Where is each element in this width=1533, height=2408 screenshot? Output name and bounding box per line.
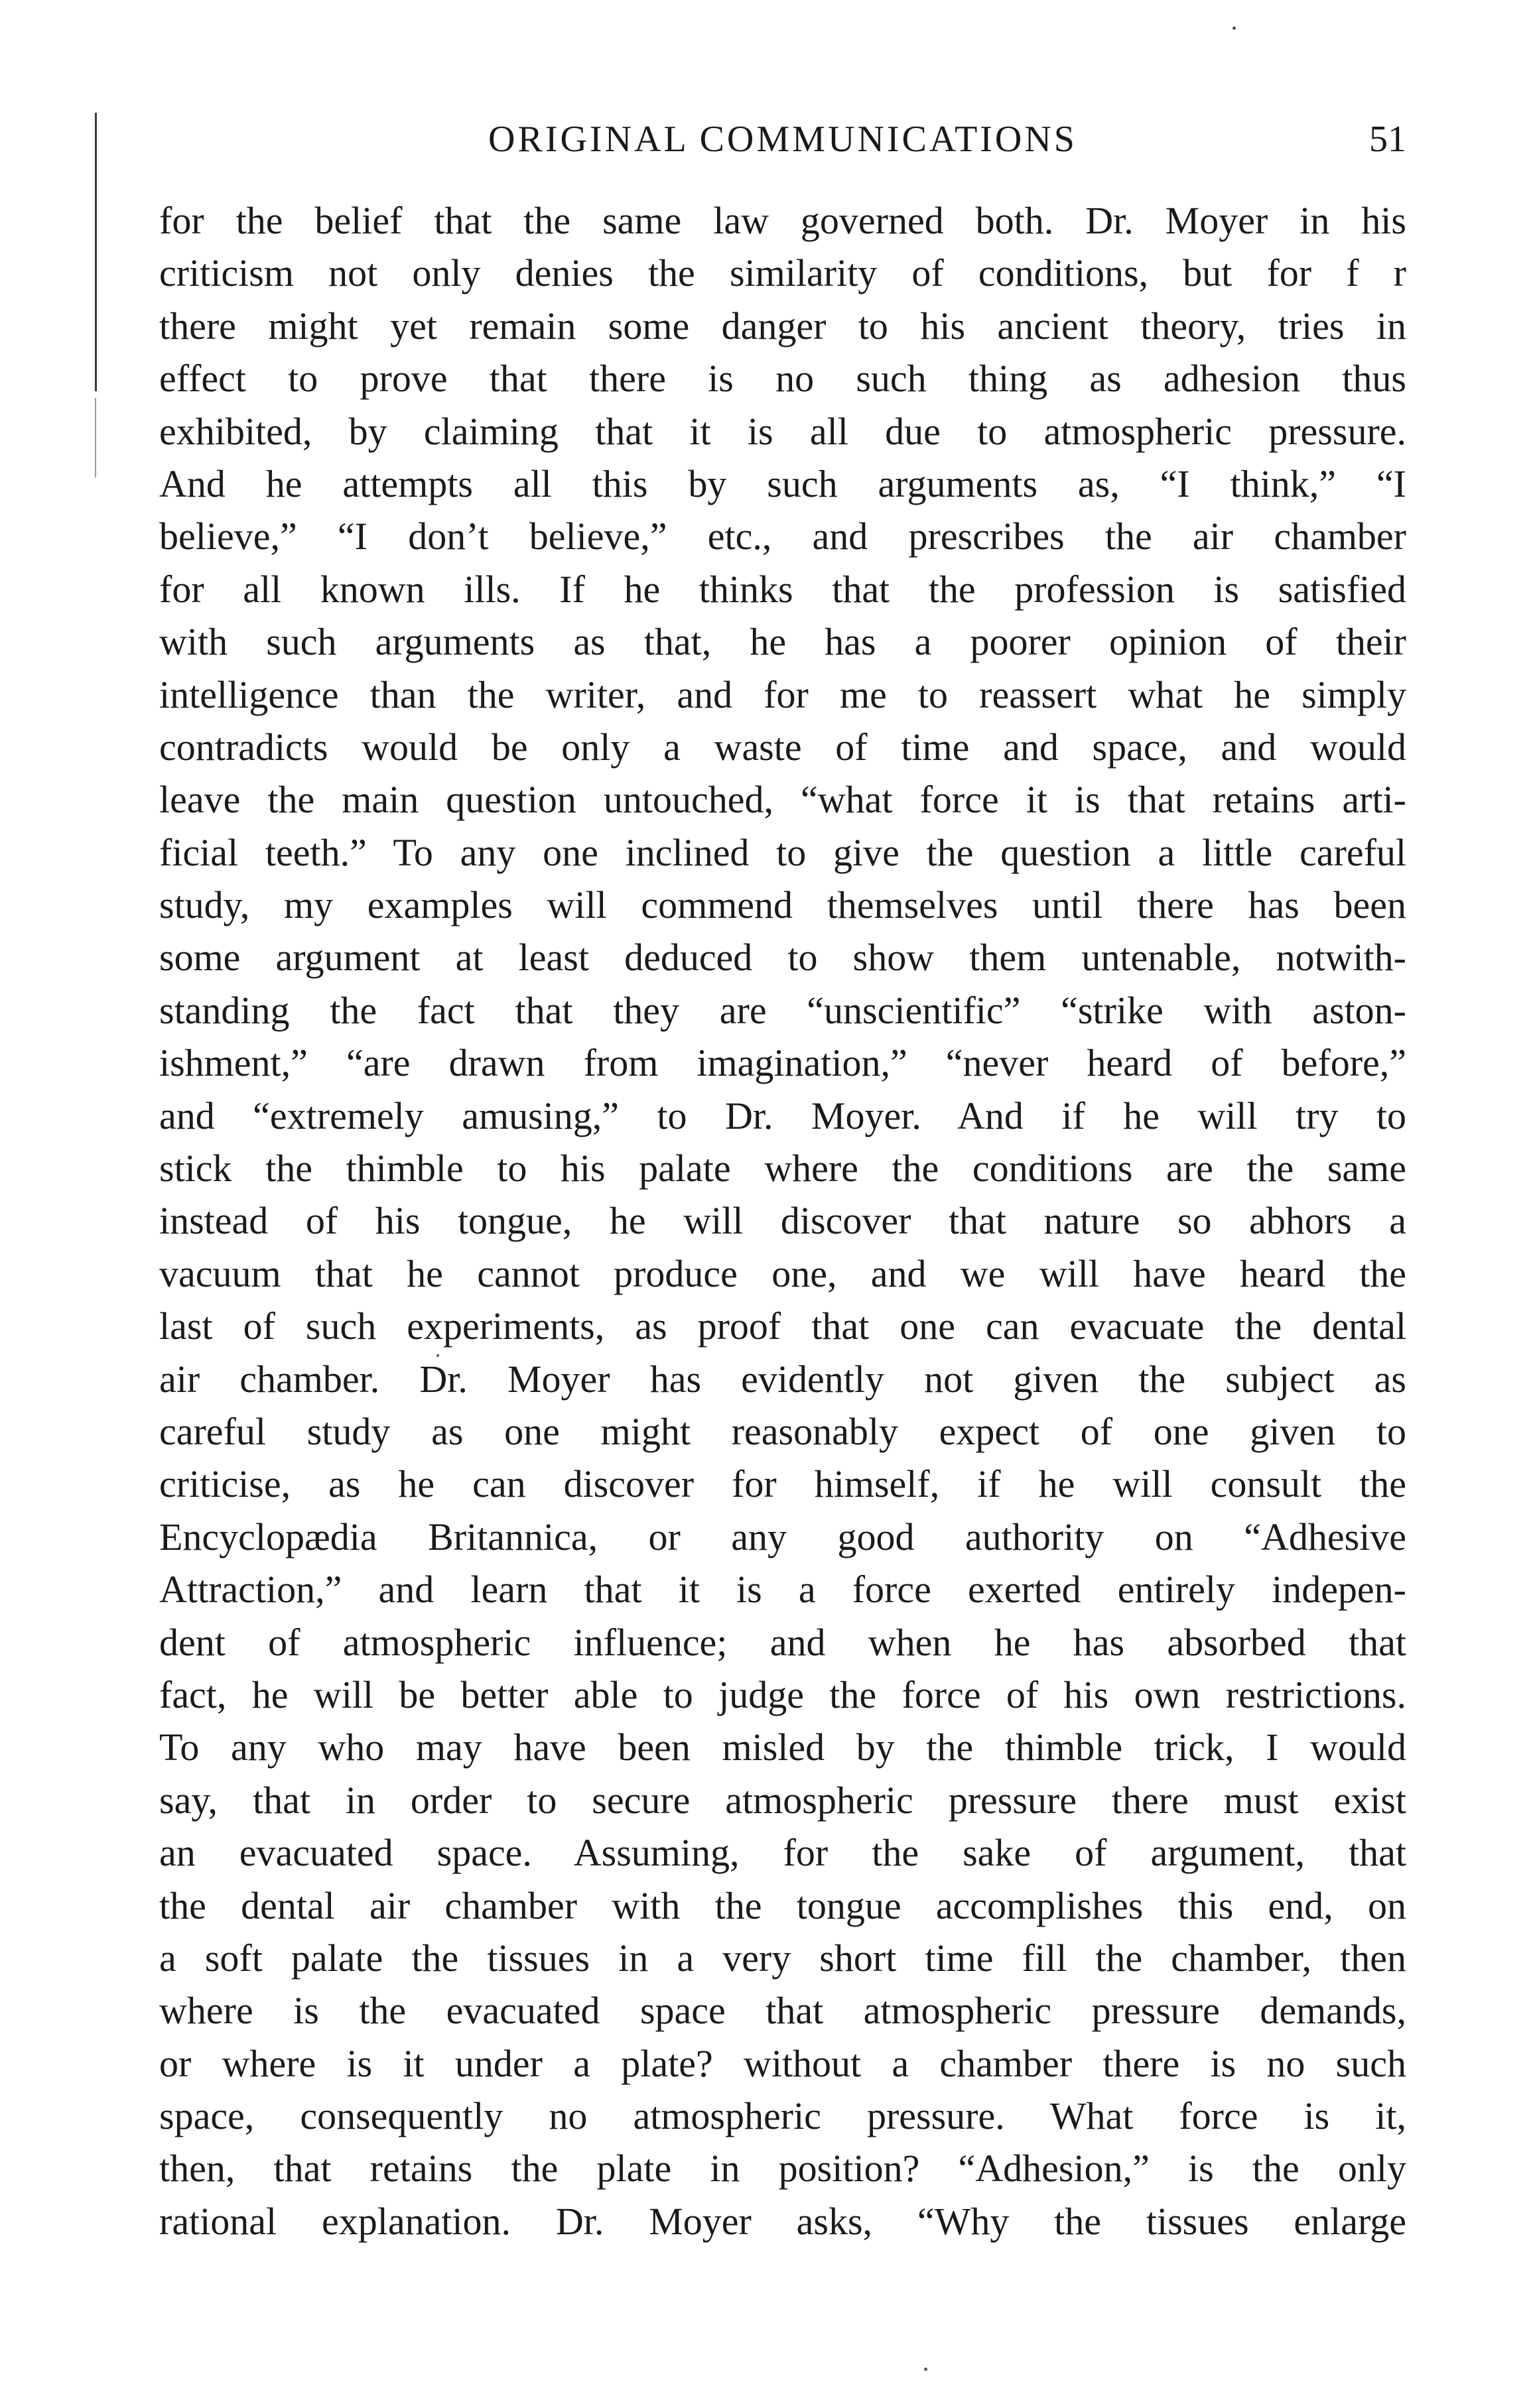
text-line: ishment,” “are drawn from imagination,” “never heard of before,”	[159, 1041, 1406, 1085]
text-line: leave the main question untouched, “what force it is that retains arti-	[159, 778, 1406, 822]
text-line: And he attempts all this by such arguments as, “I think,” “I	[159, 462, 1406, 505]
text-line: standing the fact that they are “unscientific” “strike with aston-	[159, 988, 1406, 1032]
text-line: for all known ills. If he thinks that the profession is satisfied	[159, 567, 1406, 611]
text-line: criticise, as he can discover for himself, if he will consult the	[159, 1462, 1406, 1506]
text-line: a soft palate the tissues in a very short time fill the chamber, then	[159, 1936, 1406, 1980]
margin-rule-faint	[95, 398, 96, 477]
text-line: and “extremely amusing,” to Dr. Moyer. And if he will try to	[159, 1094, 1406, 1137]
text-line: stick the thimble to his palate where the conditions are the same	[159, 1147, 1406, 1190]
text-line: Attraction,” and learn that it is a force exerted entirely indepen-	[159, 1568, 1406, 1612]
text-line: the dental air chamber with the tongue accomplishes this end, on	[159, 1883, 1406, 1927]
text-line: space, consequently no atmospheric pressure. What force is it,	[159, 2094, 1406, 2138]
text-line: ficial teeth.” To any one inclined to give the question a little careful	[159, 830, 1406, 874]
text-line: last of such experiments, as proof that one can evacuate the dental	[159, 1304, 1406, 1348]
text-line: air chamber. Dr. Moyer has evidently not given the subject as	[159, 1357, 1406, 1401]
text-line: Encyclopædia Britannica, or any good authority on “Adhesive	[159, 1515, 1406, 1558]
text-line: study, my examples will commend themselves until there has been	[159, 883, 1406, 927]
print-speck	[1233, 27, 1236, 30]
text-line: say, that in order to secure atmospheric pressure there must exist	[159, 1778, 1406, 1822]
text-line: there might yet remain some danger to his ancient theory, tries in	[159, 304, 1406, 348]
print-speck	[924, 2368, 927, 2371]
text-line: fact, he will be better able to judge the force of his own restrictions.	[159, 1673, 1406, 1716]
text-line: To any who may have been misled by the thimble trick, I would	[159, 1726, 1406, 1769]
running-head: ORIGINAL COMMUNICATIONS	[488, 119, 1077, 160]
text-line: instead of his tongue, he will discover that nature so abhors a	[159, 1199, 1406, 1243]
page-number: 51	[1369, 119, 1406, 160]
text-line: then, that retains the plate in position? “Adhesion,” is the only	[159, 2147, 1406, 2190]
text-line: effect to prove that there is no such thing as adhesion thus	[159, 357, 1406, 401]
margin-rule	[95, 113, 97, 391]
text-line: an evacuated space. Assuming, for the sake of argument, that	[159, 1831, 1406, 1875]
text-line: contradicts would be only a waste of time and space, and would	[159, 725, 1406, 769]
text-line: believe,” “I don’t believe,” etc., and prescribes the air chamber	[159, 515, 1406, 558]
text-line: with such arguments as that, he has a poorer opinion of their	[159, 620, 1406, 664]
text-line: intelligence than the writer, and for me to reassert what he simply	[159, 672, 1406, 716]
print-speck	[436, 1354, 439, 1357]
text-line: where is the evacuated space that atmospheric pressure demands,	[159, 1989, 1406, 2033]
text-line: some argument at least deduced to show them untenable, notwith-	[159, 936, 1406, 980]
page-header	[159, 113, 1406, 166]
text-line: rational explanation. Dr. Moyer asks, “Why the tissues enlarge	[159, 2199, 1406, 2243]
body-text	[159, 194, 1406, 2248]
text-line: for the belief that the same law governed both. Dr. Moyer in his	[159, 199, 1406, 242]
text-line: dent of atmospheric influence; and when he has absorbed that	[159, 1620, 1406, 1664]
text-line: exhibited, by claiming that it is all due to atmospheric pressure.	[159, 409, 1406, 453]
text-line: or where is it under a plate? without a chamber there is no such	[159, 2041, 1406, 2085]
text-line: careful study as one might reasonably expect of one given to	[159, 1409, 1406, 1453]
text-line: criticism not only denies the similarity of conditions, but for f r	[159, 251, 1406, 295]
text-line: vacuum that he cannot produce one, and we will have heard the	[159, 1251, 1406, 1295]
